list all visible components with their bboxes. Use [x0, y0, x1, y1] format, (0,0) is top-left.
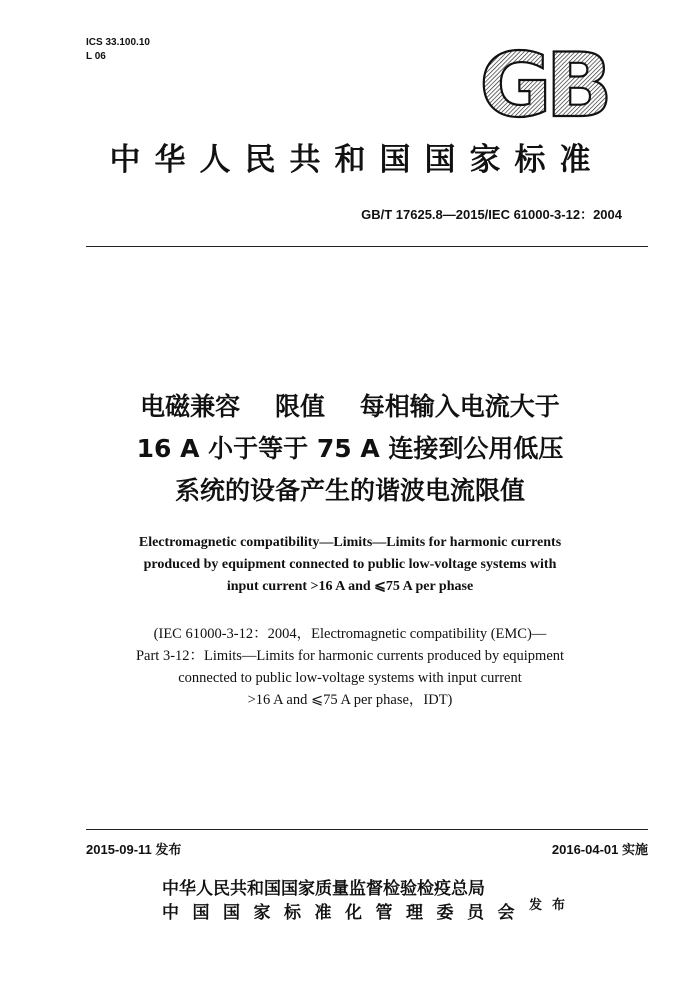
iec-note-line: >16 A and ⩽75 A per phase，IDT)	[247, 692, 453, 708]
implementation-date: 2016-04-01 实施	[551, 842, 648, 857]
ccs-code: L 06	[86, 51, 106, 62]
publish-label: 发布	[529, 898, 576, 913]
footer-divider	[86, 829, 648, 830]
iec-note-line: connected to public low-voltage systems with input current	[178, 670, 522, 686]
english-title	[0, 532, 700, 598]
chinese-title	[0, 386, 700, 512]
gb-logo	[474, 42, 612, 122]
english-title-line: produced by equipment connected to public low-voltage systems with	[143, 557, 557, 572]
issuer-line-aqsiq: 中华人民共和国国家质量监督检验检疫总局	[162, 879, 485, 899]
iec-note-line: (IEC 61000-3-12：2004，Electromagnetic compatibility (EMC)—	[153, 626, 547, 642]
standard-number: GB/T 17625.8—2015/IEC 61000-3-12：2004	[361, 207, 622, 222]
standard-category-title: 中华人民共和国国家标准	[109, 142, 605, 178]
gb-logo-text: GB	[479, 42, 607, 122]
issue-date: 2015-09-11 发布	[86, 842, 182, 857]
chinese-title-line: 16 A 小于等于 75 A 连接到公用低压	[136, 434, 564, 463]
english-title-line: input current >16 A and ⩽75 A per phase	[226, 579, 474, 594]
classification-codes	[86, 36, 150, 64]
ics-code: ICS 33.100.10	[86, 37, 150, 48]
chinese-title-line: 电磁兼容 限值 每相输入电流大于	[140, 392, 560, 421]
english-title-line: Electromagnetic compatibility—Limits—Limits for harmonic currents	[138, 535, 562, 550]
chinese-title-line: 系统的设备产生的谐波电流限值	[174, 476, 525, 505]
header-divider	[86, 246, 648, 247]
iec-note-line: Part 3-12：Limits—Limits for harmonic currents produced by equipment	[135, 648, 565, 664]
issuing-authorities	[162, 877, 528, 925]
issuer-line-sac: 中国国家标准化管理委员会	[162, 903, 528, 923]
iec-equivalence-note	[0, 623, 700, 711]
